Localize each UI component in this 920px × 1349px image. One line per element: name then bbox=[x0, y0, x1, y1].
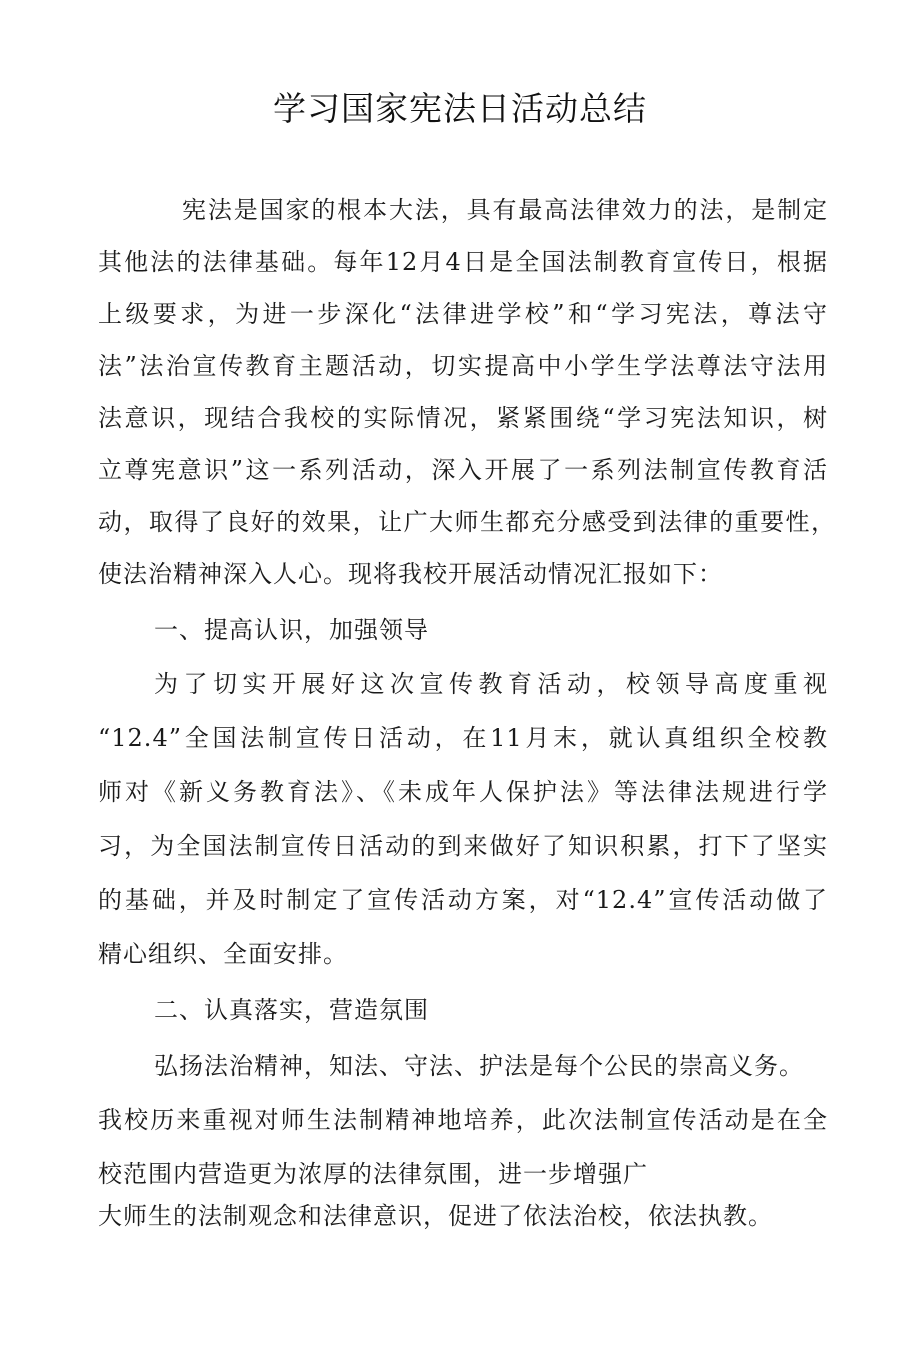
intro-line-6: 立尊宪意识”这一系列活动，深入开展了一系列法制宣传教育活 bbox=[98, 456, 828, 484]
intro-line-3: 上级要求，为进一步深化“法律进学校”和“学习宪法，尊法守 bbox=[98, 300, 828, 328]
intro-line-7: 动，取得了良好的效果，让广大师生都充分感受到法律的重要性， bbox=[98, 508, 836, 536]
section2-line-2: 我校历来重视对师生法制精神地培养，此次法制宣传活动是在全 bbox=[98, 1106, 828, 1134]
section1-line-1: 为了切实开展好这次宣传教育活动，校领导高度重视 bbox=[154, 670, 828, 698]
intro-line-1: 宪法是国家的根本大法，具有最高法律效力的法，是制定 bbox=[182, 196, 828, 224]
section1-line-6: 精心组织、全面安排。 bbox=[98, 940, 348, 968]
section1-line-3: 师对《新义务教育法》、《未成年人保护法》等法律法规进行学 bbox=[98, 778, 828, 806]
section2-line-1: 弘扬法治精神，知法、守法、护法是每个公民的崇高义务。 bbox=[154, 1052, 804, 1080]
intro-line-5: 法意识，现结合我校的实际情况，紧紧围绕“学习宪法知识，树 bbox=[98, 404, 828, 432]
intro-line-2: 其他法的法律基础。每年12月4日是全国法制教育宣传日，根据 bbox=[98, 248, 828, 276]
section2-line-4: 大师生的法制观念和法律意识，促进了依法治校，依法执教。 bbox=[98, 1202, 773, 1230]
document-title: 学习国家宪法日活动总结 bbox=[273, 89, 647, 128]
section1-line-5: 的基础，并及时制定了宣传活动方案，对“12.4”宣传活动做了 bbox=[98, 886, 828, 914]
intro-line-8: 使法治精神深入人心。现将我校开展活动情况汇报如下： bbox=[98, 560, 723, 588]
section2-heading: 二、认真落实，营造氛围 bbox=[154, 996, 429, 1024]
section2-line-3: 校范围内营造更为浓厚的法律氛围，进一步增强广 bbox=[98, 1160, 648, 1188]
intro-line-4: 法”法治宣传教育主题活动，切实提高中小学生学法尊法守法用 bbox=[98, 352, 828, 380]
section1-heading: 一、提高认识，加强领导 bbox=[154, 616, 429, 644]
section1-line-4: 习，为全国法制宣传日活动的到来做好了知识积累，打下了坚实 bbox=[98, 832, 828, 860]
section1-line-2: “12.4”全国法制宣传日活动，在11月末，就认真组织全校教 bbox=[98, 724, 828, 752]
